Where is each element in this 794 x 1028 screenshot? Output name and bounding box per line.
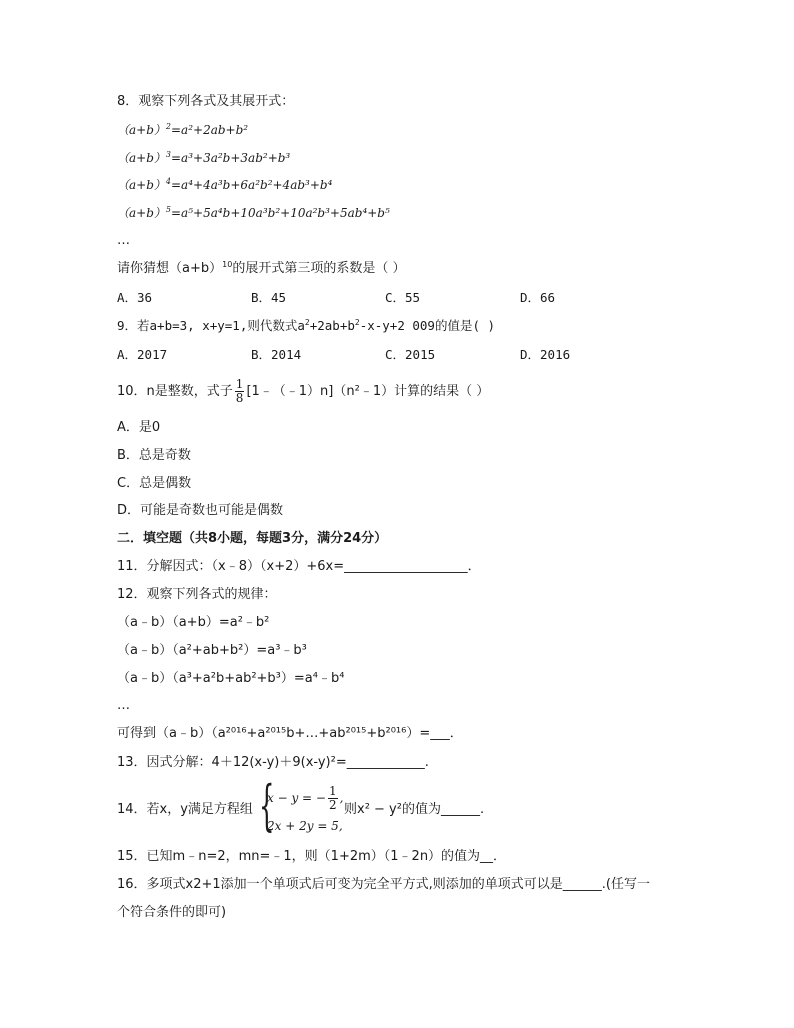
q8-option-c[interactable]: C．55	[385, 290, 421, 305]
q8-expansion-3: $(a+b)^3=a^3+3a^2b+3ab^2+b^3$	[117, 150, 291, 165]
q8-expansion-5: $(a+b)^5=a^5+5a^4b+10a^3b^2+10a^2b^3+5ab^4+b^5$	[117, 205, 390, 220]
q10-option-d[interactable]: D．可能是奇数也可能是偶数	[117, 503, 284, 518]
q9-stem: 9．若a+b=3, x+y=1,则代数式$a^2+2ab+b^2-x-y+2$ 009的值是( )	[117, 318, 496, 333]
q9-option-b[interactable]: B．2014	[251, 347, 302, 362]
q16-line-1: 16．多项式x2+1添加一个单项式后可变为完全平方式,则添加的单项式可以是______.(任写一	[117, 877, 651, 892]
q9-option-c[interactable]: C．2015	[385, 347, 436, 362]
q11: 11．分解因式：（x﹣8）（x+2）+6x=___________________．	[117, 559, 481, 574]
section-title: 二．填空题（共8小题，每题3分，满分24分）	[117, 531, 388, 546]
q9-option-a[interactable]: A．2017	[117, 347, 168, 362]
q10-option-c[interactable]: C．总是偶数	[117, 476, 192, 491]
equation-2: 2x + 2y = 5,	[267, 819, 343, 833]
q8-expansion-4: $(a+b)^4=a^4+4a^3b+6a^2b^2+4ab^3+b^4$	[117, 177, 333, 192]
left-brace-icon: {	[259, 774, 275, 837]
q8-expansion-2: $(a+b)^2=a^2+2ab+b^2$	[117, 122, 249, 137]
q10-option-b[interactable]: B．总是奇数	[117, 448, 191, 463]
q8-question: 请你猜想$(a+b)^{10}$的展开式第三项的系数是（ ）	[117, 260, 406, 276]
q8-option-b[interactable]: B．45	[251, 290, 287, 305]
q14-pre: 14．若x，y满足方程组	[117, 802, 253, 817]
q8-option-d[interactable]: D．66	[520, 290, 556, 305]
q12-line-1: （a﹣b）（a+b）=a²﹣b²	[117, 615, 270, 630]
q12-ellipsis: …	[117, 698, 130, 713]
q10-stem: 10．n是整数，式子 $\frac{1}{8}$ [1﹣（﹣1）n]（n²﹣1）计算的结果（ ）	[117, 377, 490, 405]
q16-line-2: 个符合条件的即可)	[117, 905, 227, 920]
q9-option-d[interactable]: D．2016	[520, 347, 571, 362]
q12-conclusion: 可得到（a﹣b）（a²⁰¹⁶+a²⁰¹⁵b+…+ab²⁰¹⁵+b²⁰¹⁶）=___．	[117, 726, 463, 741]
q10-option-a[interactable]: A．是0	[117, 420, 161, 435]
q12-stem: 12．观察下列各式的规律：	[117, 587, 277, 602]
q12-line-3: （a﹣b）（a³+a²b+ab²+b³）=a⁴﹣b⁴	[117, 671, 345, 686]
q8-stem: 8．观察下列各式及其展开式：	[117, 94, 295, 109]
equation-1: x − y = − $\frac{1}{2}$ ,	[267, 784, 344, 812]
q8-option-a[interactable]: A．36	[117, 290, 153, 305]
q13: 13．因式分解：4＋12(x-y)＋9(x-y)²=____________.	[117, 755, 429, 770]
q8-ellipsis: …	[117, 233, 130, 248]
q12-line-2: （a﹣b）（a²+ab+b²）=a³﹣b³	[117, 643, 307, 658]
fraction-one-eighth: $\frac{1}{8}$	[235, 377, 244, 405]
q15: 15．已知m﹣n=2，mn=﹣1，则（1+2m）（1﹣2n）的值为__．	[117, 849, 507, 864]
q14-post: 则x² − y²的值为______.	[344, 802, 485, 817]
